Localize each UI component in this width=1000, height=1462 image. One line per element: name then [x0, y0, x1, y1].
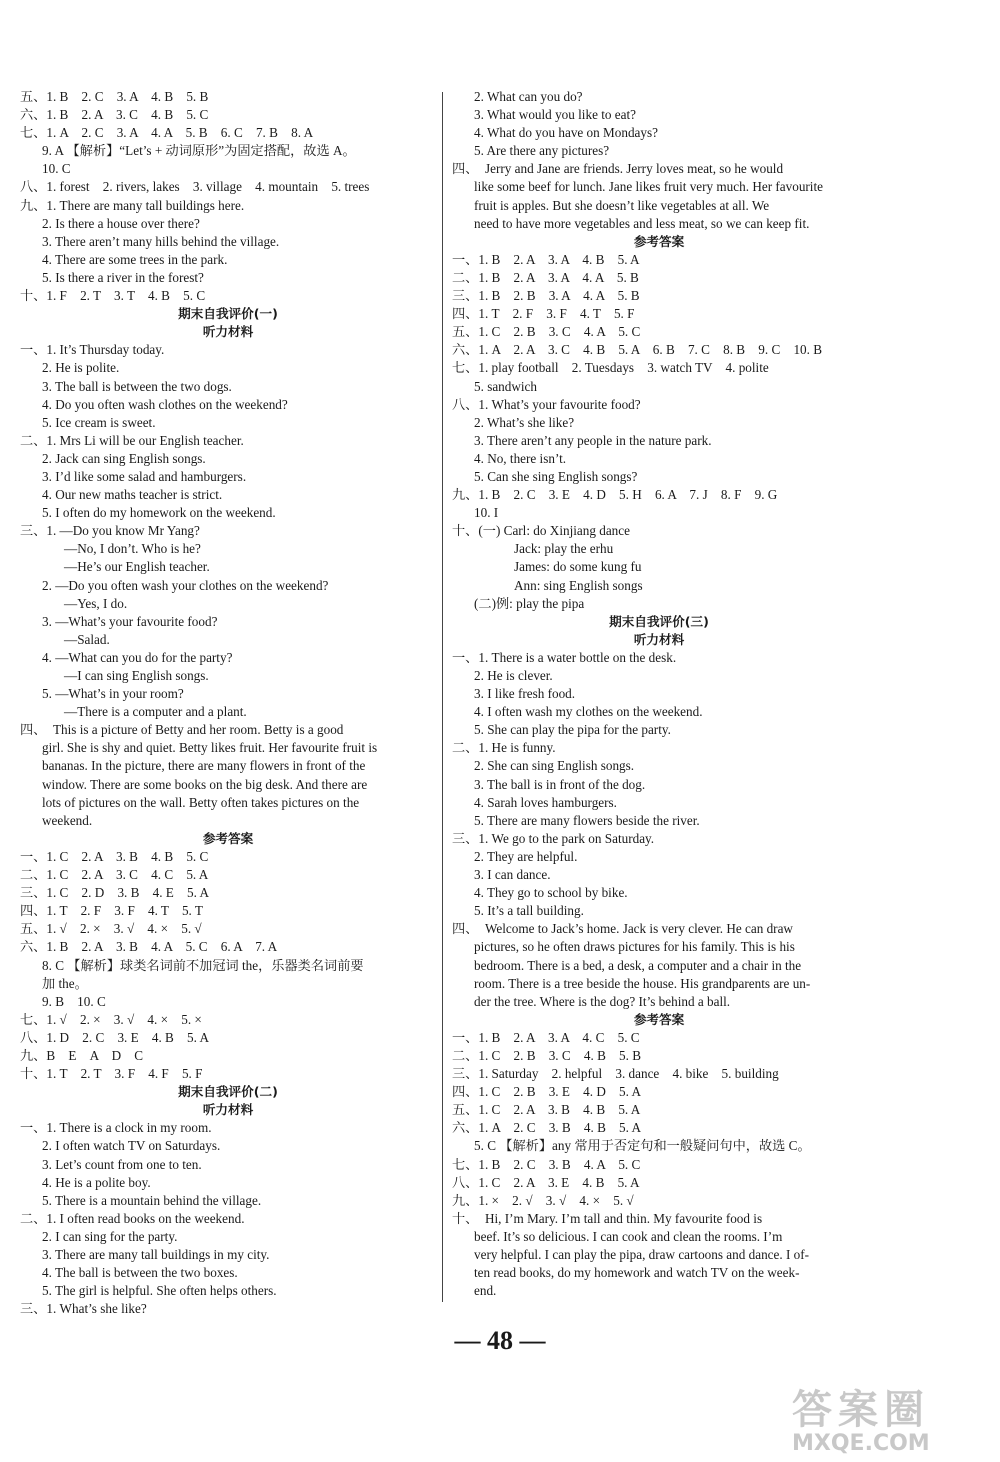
text-line: 2. He is polite.: [42, 360, 120, 376]
text-line: 2. I often watch TV on Saturdays.: [42, 1138, 221, 1154]
text-line: 5. —What’s in your room?: [42, 686, 184, 702]
text-line: 2. I can sing for the party.: [42, 1228, 178, 1244]
text-line: 十、1. T 2. T 3. F 4. F 5. F: [20, 1066, 203, 1082]
text-line: 4. I often wash my clothes on the weekend.: [474, 704, 703, 720]
text-line: 5. sandwich: [474, 378, 537, 394]
text-line: 4. —What can you do for the party?: [42, 649, 233, 665]
text-line: 九、1. There are many tall buildings here.: [20, 197, 245, 213]
section-heading: 期末自我评价(一): [178, 306, 278, 322]
text-line: 5. Can she sing English songs?: [474, 468, 638, 484]
text-line: —He’s our English teacher.: [64, 559, 210, 575]
text-line: 五、1. B 2. C 3. A 4. B 5. B: [20, 89, 209, 104]
text-line: 二、1. B 2. A 3. A 4. A 5. B: [452, 269, 639, 285]
text-line: 一、1. B 2. A 3. A 4. B 5. A: [452, 251, 640, 267]
text-line: 3. There are many tall buildings in my city.: [42, 1247, 270, 1262]
text-line: Ann: sing English songs: [514, 577, 643, 593]
text-line: need to have more vegetables and less meat, so we can keep fit.: [474, 215, 810, 231]
text-line: 二、1. C 2. A 3. C 4. C 5. A: [20, 867, 209, 883]
text-line: 3. Let’s count from one to ten.: [42, 1156, 202, 1172]
text-line: 3. What would you like to eat?: [474, 107, 636, 123]
text-line: 二、1. He is funny.: [452, 740, 556, 756]
text-line: 5. C 【解析】any 常用于否定句和一般疑问句中，故选 C。: [474, 1138, 811, 1154]
section-heading: 听力材料: [202, 324, 254, 340]
text-line: 5. Ice cream is sweet.: [42, 414, 156, 430]
text-line: —Yes, I do.: [64, 595, 128, 611]
text-line: 三、1. What’s she like?: [20, 1301, 147, 1317]
text-line: 5. The girl is helpful. She often helps others.: [42, 1283, 277, 1299]
text-line: 六、1. B 2. A 3. B 4. A 5. C 6. A 7. A: [20, 939, 278, 955]
text-line: 三、1. We go to the park on Saturday.: [452, 830, 655, 846]
text-line: 八、1. C 2. A 3. E 4. B 5. A: [452, 1174, 640, 1190]
text-line: very helpful. I can play the pipa, draw cartoons and dance. I of-: [474, 1247, 810, 1262]
section-heading: 参考答案: [202, 830, 254, 846]
text-line: James: do some kung fu: [514, 559, 642, 575]
text-line: 一、1. There is a water bottle on the desk.: [452, 649, 677, 665]
text-line: 二、1. I often read books on the weekend.: [20, 1210, 245, 1226]
text-line: 2. What’s she like?: [474, 414, 575, 430]
text-line: 4. No, there isn’t.: [474, 450, 567, 466]
text-line: 二、1. C 2. B 3. C 4. B 5. B: [452, 1047, 642, 1063]
text-line: 一、1. C 2. A 3. B 4. B 5. C: [20, 848, 209, 864]
text-line: —There is a computer and a plant.: [64, 704, 247, 720]
text-line: —I can sing English songs.: [64, 668, 209, 683]
text-line: 加 the。: [42, 975, 88, 991]
text-line: 9. A 【解析】“Let’s + 动词原形”为固定搭配，故选 A。: [42, 143, 356, 159]
text-line: 四、 This is a picture of Betty and her room. Betty is a good: [20, 722, 344, 738]
text-line: 5. It’s a tall building.: [474, 903, 584, 919]
section-heading: 期末自我评价(二): [178, 1084, 278, 1100]
text-line: 2. Is there a house over there?: [42, 215, 200, 231]
text-line: 2. Jack can sing English songs.: [42, 450, 206, 466]
text-line: 2. They are helpful.: [474, 848, 578, 864]
text-line: 十、(一) Carl: do Xinjiang dance: [452, 523, 630, 539]
text-line: end.: [474, 1283, 497, 1299]
text-line: 三、1. C 2. D 3. B 4. E 5. A: [20, 885, 210, 901]
text-line: 九、B E A D C: [20, 1047, 144, 1063]
text-line: 4. They go to school by bike.: [474, 885, 628, 901]
text-line: 5. She can play the pipa for the party.: [474, 722, 671, 738]
text-line: 八、1. forest 2. rivers, lakes 3. village 4. mountain 5. trees: [20, 179, 370, 195]
text-line: 九、1. × 2. √ 3. √ 4. × 5. √: [452, 1192, 634, 1208]
text-line: 六、1. A 2. C 3. B 4. B 5. A: [452, 1120, 642, 1136]
text-line: bedroom. There is a bed, a desk, a computer and a chair in the: [474, 957, 802, 973]
watermark-logo: [792, 1378, 982, 1456]
text-line: 五、1. √ 2. × 3. √ 4. × 5. √: [20, 921, 202, 937]
text-line: fruit is apples. But she doesn’t like vegetables at all. We: [474, 197, 770, 213]
section-heading: 期末自我评价(三): [609, 613, 709, 629]
text-line: 4. He is a polite boy.: [42, 1174, 151, 1190]
text-line: 二、1. Mrs Li will be our English teacher.: [20, 432, 244, 448]
text-line: 3. I can dance.: [474, 867, 551, 883]
section-heading: 听力材料: [202, 1102, 254, 1118]
text-line: 七、1. √ 2. × 3. √ 4. × 5. ×: [20, 1011, 202, 1027]
text-line: 5. There is a mountain behind the village.: [42, 1192, 262, 1208]
text-line: 三、1. —Do you know Mr Yang?: [20, 523, 200, 539]
text-line: 四、1. T 2. F 3. F 4. T 5. F: [452, 306, 635, 322]
text-line: 3. There aren’t any people in the nature park.: [474, 432, 712, 448]
text-line: 九、1. B 2. C 3. E 4. D 5. H 6. A 7. J 8. F 9. G: [452, 487, 778, 503]
text-line: 9. B 10. C: [42, 993, 106, 1009]
text-line: lots of pictures on the wall. Betty often takes pictures on the: [42, 794, 360, 810]
text-line: 八、1. What’s your favourite food?: [452, 396, 641, 412]
section-heading: 参考答案: [633, 1011, 685, 1027]
text-line: 十、1. F 2. T 3. T 4. B 5. C: [20, 288, 206, 304]
text-line: 2. What can you do?: [474, 89, 583, 104]
section-heading: 参考答案: [633, 233, 685, 249]
text-line: 4. Do you often wash clothes on the weekend?: [42, 396, 288, 412]
text-line: 5. Is there a river in the forest?: [42, 269, 204, 285]
text-line: 一、1. It’s Thursday today.: [20, 342, 165, 358]
text-line: 5. Are there any pictures?: [474, 143, 610, 159]
text-line: 3. The ball is in front of the dog.: [474, 776, 646, 792]
text-line: 2. She can sing English songs.: [474, 758, 635, 774]
text-line: weekend.: [42, 812, 93, 828]
text-line: 3. The ball is between the two dogs.: [42, 378, 232, 394]
text-line: like some beef for lunch. Jane likes fruit very much. Her favourite: [474, 179, 823, 195]
text-line: 3. I’d like some salad and hamburgers.: [42, 468, 247, 484]
text-line: 四、1. C 2. B 3. E 4. D 5. A: [452, 1084, 642, 1100]
text-line: 七、1. B 2. C 3. B 4. A 5. C: [452, 1156, 641, 1172]
text-line: 3. I like fresh food.: [474, 686, 576, 702]
text-line: (二)例: play the pipa: [474, 595, 585, 611]
text-line: 2. —Do you often wash your clothes on the weekend?: [42, 577, 329, 593]
text-line: 4. Sarah loves hamburgers.: [474, 794, 617, 810]
right-column: [452, 88, 866, 1300]
text-line: 七、1. A 2. C 3. A 4. A 5. B 6. C 7. B 8. A: [20, 125, 314, 141]
text-line: girl. She is shy and quiet. Betty likes fruit. Her favourite fruit is: [42, 740, 378, 756]
text-line: 4. There are some trees in the park.: [42, 251, 228, 267]
text-line: 8. C 【解析】球类名词前不加冠词 the，乐器类名词前要: [42, 957, 364, 973]
text-line: 一、1. There is a clock in my room.: [20, 1120, 212, 1136]
text-line: der the tree. Where is the dog? It’s behind a ball.: [474, 993, 731, 1009]
text-line: 4. The ball is between the two boxes.: [42, 1265, 238, 1281]
text-line: 四、 Jerry and Jane are friends. Jerry loves meat, so he would: [452, 161, 784, 177]
watermark-bottom: MXQE.COM: [792, 1431, 930, 1456]
text-line: 三、1. B 2. B 3. A 4. A 5. B: [452, 288, 640, 304]
text-line: 5. There are many flowers beside the river.: [474, 812, 700, 828]
text-line: beef. It’s so delicious. I can cook and clean the rooms. I’m: [474, 1228, 783, 1244]
section-heading: 听力材料: [633, 631, 685, 647]
text-line: 八、1. D 2. C 3. E 4. B 5. A: [20, 1029, 210, 1045]
text-line: 3. —What’s your favourite food?: [42, 613, 218, 629]
text-line: 4. What do you have on Mondays?: [474, 125, 658, 141]
text-line: 10. C: [42, 161, 71, 177]
text-line: —Salad.: [64, 631, 110, 647]
text-line: 七、1. play football 2. Tuesdays 3. watch TV 4. polite: [452, 360, 769, 376]
text-line: 5. I often do my homework on the weekend.: [42, 505, 276, 521]
text-line: pictures, so he often draws pictures for his family. This is his: [474, 939, 795, 955]
text-line: 四、 Welcome to Jack’s home. Jack is very clever. He can draw: [452, 921, 793, 937]
text-line: window. There are some books on the big desk. And there are: [42, 776, 368, 792]
text-line: room. There is a tree beside the house. His grandparents are un-: [474, 975, 811, 991]
left-column: [20, 88, 436, 1318]
text-line: 一、1. B 2. A 3. A 4. C 5. C: [452, 1029, 640, 1045]
text-line: 10. I: [474, 505, 499, 521]
text-line: 六、1. A 2. A 3. C 4. B 5. A 6. B 7. C 8. B 9. C 10. B: [452, 342, 823, 358]
column-divider: [442, 92, 443, 1302]
text-line: 三、1. Saturday 2. helpful 3. dance 4. bike 5. building: [452, 1066, 779, 1082]
text-line: 五、1. C 2. A 3. B 4. B 5. A: [452, 1102, 641, 1118]
page-number: — 48 —: [454, 1326, 546, 1355]
text-line: 六、1. B 2. A 3. C 4. B 5. C: [20, 107, 209, 123]
text-line: 4. Our new maths teacher is strict.: [42, 487, 223, 503]
text-line: 十、 Hi, I’m Mary. I’m tall and thin. My favourite food is: [452, 1210, 763, 1226]
text-line: 3. There aren’t many hills behind the village.: [42, 233, 280, 249]
watermark-top: 答案圈: [792, 1387, 930, 1433]
text-line: 2. He is clever.: [474, 668, 553, 683]
text-line: bananas. In the picture, there are many flowers in front of the: [42, 758, 366, 774]
text-line: Jack: play the erhu: [514, 541, 614, 557]
text-line: —No, I don’t. Who is he?: [64, 541, 201, 557]
text-line: 五、1. C 2. B 3. C 4. A 5. C: [452, 324, 641, 340]
text-line: 四、1. T 2. F 3. F 4. T 5. T: [20, 903, 203, 919]
text-line: ten read books, do my homework and watch TV on the week-: [474, 1265, 800, 1281]
